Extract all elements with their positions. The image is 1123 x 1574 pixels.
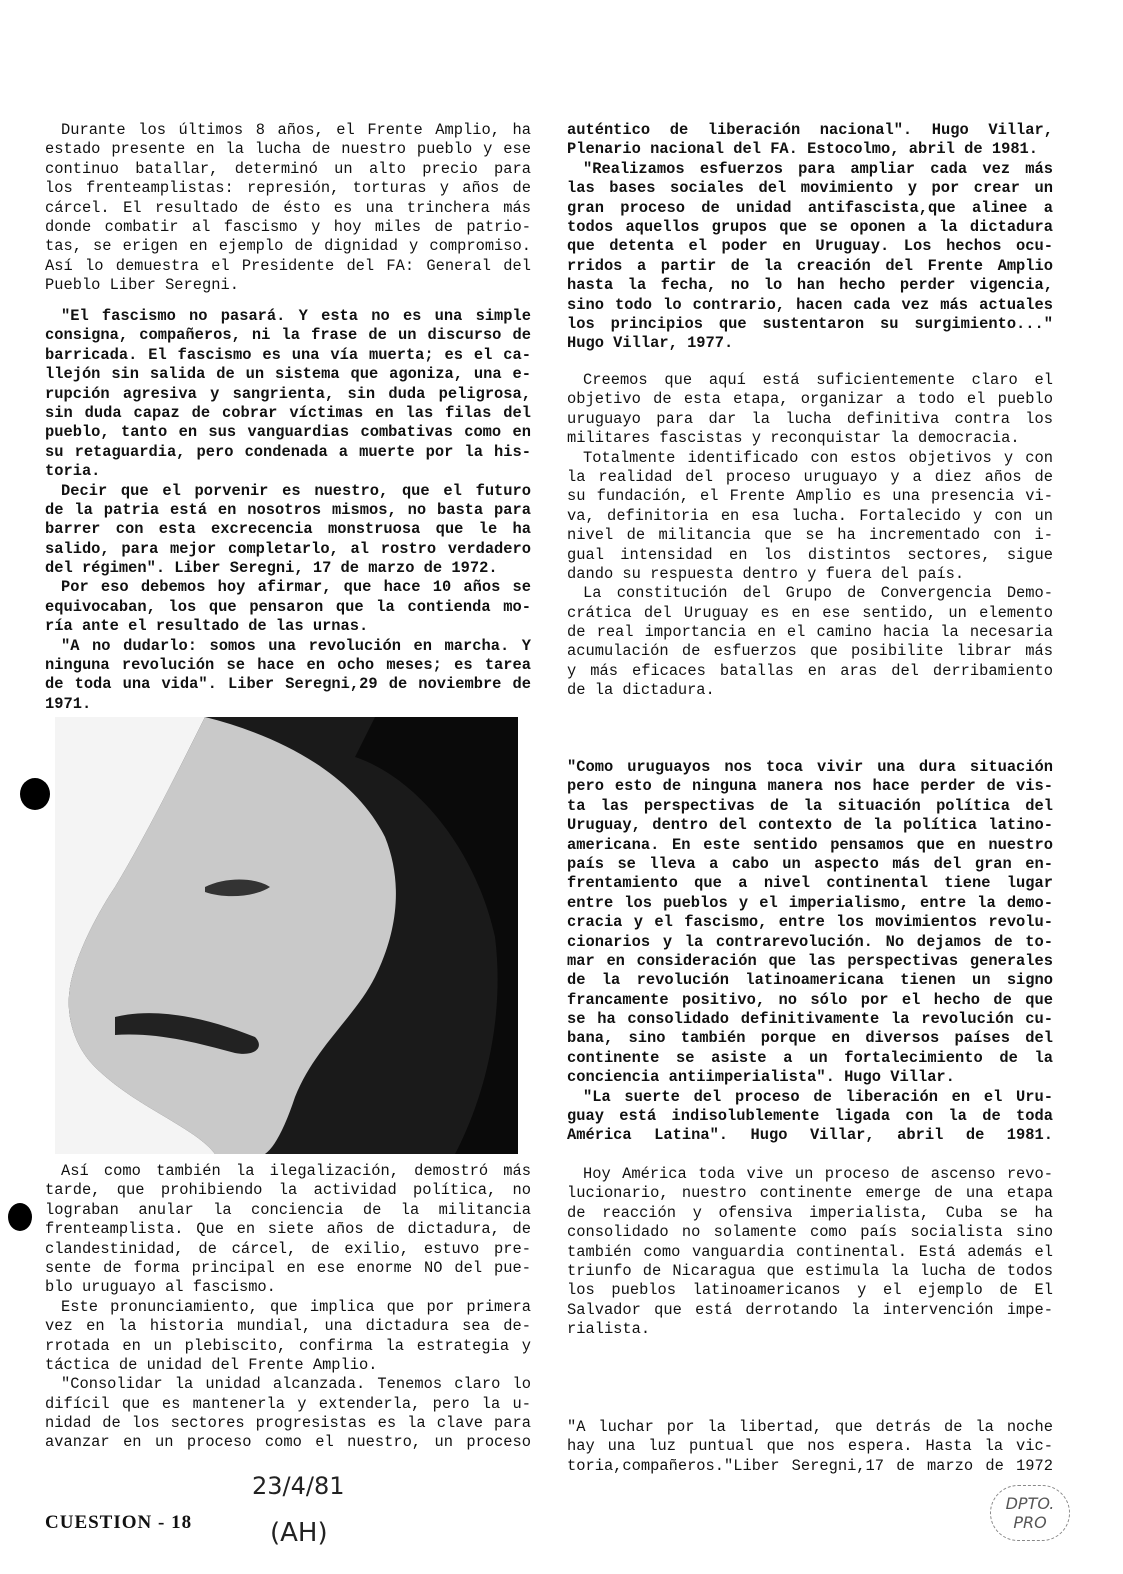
text-line: de reacción y ofensiva imperialista, Cuba se ha — [567, 1203, 1053, 1222]
handwritten-date: 23/4/81 — [252, 1472, 345, 1500]
text-line: militares fascistas y reconquistar la democracia. — [567, 429, 1020, 448]
text-line: la realidad del proceso uruguayo y a diez años de — [567, 467, 1053, 486]
text-line: Creemos que aquí está suficientemente claro el — [583, 371, 1053, 389]
text-line: rrotada en un plebiscito, confirma la estrategia y — [45, 1336, 531, 1355]
text-line: Así lo demuestra el Presidente del FA: General del — [45, 256, 531, 275]
right-block-5-closing-quote — [567, 1418, 1053, 1476]
text-line: Totalmente identificado con estos objetivos y con — [583, 448, 1053, 467]
text-line: de real importancia en el camino hacia la necesaria — [567, 623, 1053, 642]
text-line: pueblo, tanto en sus vanguardias combativas como en — [45, 423, 531, 442]
text-line: "Consolidar la unidad alcanzada. Tenemos claro lo — [61, 1375, 531, 1394]
text-line: "A luchar por la libertad, que detrás de la noche — [567, 1418, 1053, 1436]
text-line: rridos a partir de la creación del Frente Amplio — [567, 256, 1053, 275]
text-line: Este pronunciamiento, que implica que por primera — [61, 1297, 531, 1316]
text-line: gual intensidad en los distintos sectores, sigue — [567, 545, 1053, 564]
text-line: América Latina". Hugo Villar, abril de 1981. — [567, 1126, 1053, 1145]
text-line: donde combatir al fascismo y hoy miles de patrio- — [45, 217, 531, 236]
text-line: triunfo de Nicaragua que estimula la lucha de todos — [567, 1261, 1053, 1280]
archive-stamp: DPTO. PRO — [990, 1485, 1070, 1541]
text-line: uruguayo para dar la lucha definitiva contra los — [567, 409, 1053, 428]
text-line: sino todo lo contrario, hacen cada vez más actuales — [567, 295, 1053, 314]
text-line: va, definitoria en esa lucha. Fortalecido y con un — [567, 506, 1053, 525]
right-block-4 — [567, 1165, 1053, 1340]
left-block-c — [45, 1162, 531, 1453]
text-line: continente se asiste a un fortalecimiento de la — [567, 1048, 1053, 1067]
text-line: lograban anular la conciencia de la militancia — [45, 1200, 531, 1219]
portrait-photo-seregni — [55, 717, 518, 1154]
text-line: auténtico de liberación nacional". Hugo Villar, — [567, 121, 1053, 139]
text-line: equivocaban, los que pensaron que la contienda mo- — [45, 597, 531, 616]
text-line: 1971. — [45, 694, 92, 713]
text-line: del régimen". Liber Seregni, 17 de marzo de 1972. — [45, 559, 498, 578]
text-line: vez en la historia mundial, una dictadura sea de- — [45, 1317, 531, 1336]
text-line: Salvador que está derrotando la intervención impe- — [567, 1300, 1053, 1319]
text-line: francamente positivo, no sólo por el hecho de que — [567, 990, 1053, 1009]
text-line: objetivo de esta etapa, organizar a todo el pueblo — [567, 390, 1053, 409]
left-block-a — [45, 121, 531, 296]
text-line: lucionario, nuestro continente emerge de una etapa — [567, 1184, 1053, 1203]
text-line: sente de forma principal en ese enorme NO del pue- — [45, 1258, 531, 1277]
text-line: La constitución del Grupo de Convergencia Demo- — [583, 584, 1053, 603]
text-line: Plenario nacional del FA. Estocolmo, abril de 1981. — [567, 140, 1039, 159]
publication-footer: CUESTION - 18 — [45, 1512, 193, 1533]
text-line: Durante los últimos 8 años, el Frente Amplio, ha — [61, 121, 531, 139]
text-line: tas, se erigen en ejemplo de dignidad y compromiso. — [45, 237, 531, 256]
text-line: su fundación, el Frente Amplio es una presencia vi- — [567, 487, 1053, 506]
punch-hole — [20, 778, 50, 810]
text-line: consigna, compañeros, ni la frase de un discurso de — [45, 326, 531, 345]
text-line: bana, sino también porque en diversos países del — [567, 1029, 1053, 1048]
text-line: entre los pueblos y el imperialismo, entre la demo- — [567, 893, 1053, 912]
left-block-b-seregni-quote — [45, 307, 531, 714]
text-line: consolidado no solamente como país socialista sino — [567, 1223, 1053, 1242]
text-line: rialista. — [567, 1320, 651, 1339]
text-line: Hugo Villar, 1977. — [567, 334, 734, 353]
text-line: de la revolución latinoamericana tienen un signo — [567, 971, 1053, 990]
right-block-1 — [567, 121, 1053, 354]
text-line: se ha consolidado definitivamente la revolución cu- — [567, 1010, 1053, 1029]
text-line: ninguna revolución se hace en ocho meses; es tarea — [45, 656, 531, 675]
text-line: estado presente en la lucha de nuestro pueblo y ese — [45, 140, 531, 159]
text-line: guay está indisolublemente ligada con la de toda — [567, 1107, 1053, 1126]
text-line: cracia y el fascismo, entre los movimientos revolu- — [567, 913, 1053, 932]
text-line: también como vanguardia continental. Está además el — [567, 1242, 1053, 1261]
text-line: las bases sociales del movimiento y por crear un — [567, 179, 1053, 198]
text-line: continuo batallar, determinó un alto precio para — [45, 159, 531, 178]
text-line: blo uruguayo al fascismo. — [45, 1278, 276, 1297]
text-line: barricada. El fascismo es una vía muerta; es el ca- — [45, 345, 531, 364]
text-line: Hoy América toda vive un proceso de ascenso revo- — [583, 1165, 1053, 1183]
text-line: Uruguay, dentro del contexto de la política latino- — [567, 816, 1053, 835]
text-line: los principios que sustentaron su surgimiento..." — [567, 314, 1053, 333]
text-line: "A no dudarlo: somos una revolución en marcha. Y — [61, 636, 531, 655]
text-line: clandestinidad, de cárcel, de exilio, estuvo pre- — [45, 1239, 531, 1258]
text-line: salido, para mejor completarlo, al rostro verdadero — [45, 539, 531, 558]
text-line: avanzar en un proceso como el nuestro, un proceso — [45, 1433, 531, 1452]
text-line: de la dictadura. — [567, 681, 715, 700]
text-line: crática del Uruguay es en ese sentido, un elemento — [567, 603, 1053, 622]
right-block-2 — [567, 371, 1053, 701]
text-line: difícil que es mantenerla y extenderla, pero la u- — [45, 1394, 531, 1413]
text-line: dando su respuesta dentro y fuera del país. — [567, 564, 965, 583]
text-line: nidad de los sectores progresistas es la clave para — [45, 1414, 531, 1433]
text-line: "El fascismo no pasará. Y esta no es una simple — [61, 307, 531, 325]
text-line: rupción agresiva y sangrienta, sin duda peligrosa, — [45, 384, 531, 403]
text-line: cárcel. El resultado de ésto es una trinchera más — [45, 198, 531, 217]
text-line: llejón sin salida de un sistema que agoniza, una e- — [45, 365, 531, 384]
text-line: de toda una vida". Liber Seregni,29 de noviembre de — [45, 675, 531, 694]
text-line: país se lleva a cabo un aspecto más del gran en- — [567, 854, 1053, 873]
text-line: Así como también la ilegalización, demostró más — [61, 1162, 531, 1180]
text-line: Decir que el porvenir es nuestro, que el futuro — [61, 481, 531, 500]
text-line: sin duda capaz de cobrar víctimas en las filas del — [45, 403, 531, 422]
text-line: toria,compañeros."Liber Seregni,17 de marzo de 1972 — [567, 1456, 1053, 1475]
text-line: "Como uruguayos nos toca vivir una dura situación — [567, 758, 1053, 776]
text-line: "La suerte del proceso de liberación en el Uru- — [583, 1087, 1053, 1106]
text-line: barrer con esta excrecencia monstruosa que le ha — [45, 520, 531, 539]
text-line: cionarios y la contrarevolución. No dejamos de to- — [567, 932, 1053, 951]
text-line: táctica de unidad del Frente Amplio. — [45, 1355, 378, 1374]
text-line: Por eso debemos hoy afirmar, que hace 10 años se — [61, 578, 531, 597]
text-line: frenteamplista. Que en siete años de dictadura, de — [45, 1220, 531, 1239]
text-line: los pueblos latinoamericanos y el ejemplo de El — [567, 1281, 1053, 1300]
text-line: mar en consideración que las perspectivas generales — [567, 951, 1053, 970]
text-line: nivel de militancia que se ha incrementado con i- — [567, 526, 1053, 545]
text-line: frentamiento que a nivel continental tiene lugar — [567, 874, 1053, 893]
text-line: y más eficaces batallas en aras del derribamiento — [567, 661, 1053, 680]
text-line: ría ante el resultado de las urnas. — [45, 617, 369, 636]
text-line: hasta la fecha, no lo han hecho perder vigencia, — [567, 276, 1053, 295]
text-line: los frenteamplistas: represión, torturas y años de — [45, 179, 531, 198]
text-line: conciencia antiimperialista". Hugo Villar. — [567, 1068, 955, 1087]
text-line: ta las perspectivas de la situación política del — [567, 796, 1053, 815]
text-line: toria. — [45, 462, 101, 481]
text-line: tarde, que prohibiendo la actividad política, no — [45, 1181, 531, 1200]
text-line: su retaguardia, pero condenada a muerte por la his- — [45, 442, 531, 461]
text-line: acumulación de esfuerzos que posibilite librar más — [567, 642, 1053, 661]
text-line: pero esto de ninguna manera nos hace perder de vis- — [567, 777, 1053, 796]
text-line: Pueblo Liber Seregni. — [45, 276, 239, 295]
text-line: de la patria está en nosotros mismos, no basta para — [45, 500, 531, 519]
text-line: americana. En este sentido pensamos que en nuestro — [567, 835, 1053, 854]
handwritten-initials: (AH) — [270, 1518, 328, 1548]
text-line: "Realizamos esfuerzos para ampliar cada vez más — [583, 159, 1053, 178]
text-line: que detenta el poder en Uruguay. Los hechos ocu- — [567, 237, 1053, 256]
text-line: hay una luz puntual que nos espera. Hasta la vic- — [567, 1437, 1053, 1456]
right-block-3-villar-quote — [567, 758, 1053, 1146]
punch-hole — [8, 1203, 32, 1231]
text-line: gran proceso de unidad antifascista,que alinee a — [567, 198, 1053, 217]
text-line: todos aquellos grupos que se oponen a la dictadura — [567, 217, 1053, 236]
